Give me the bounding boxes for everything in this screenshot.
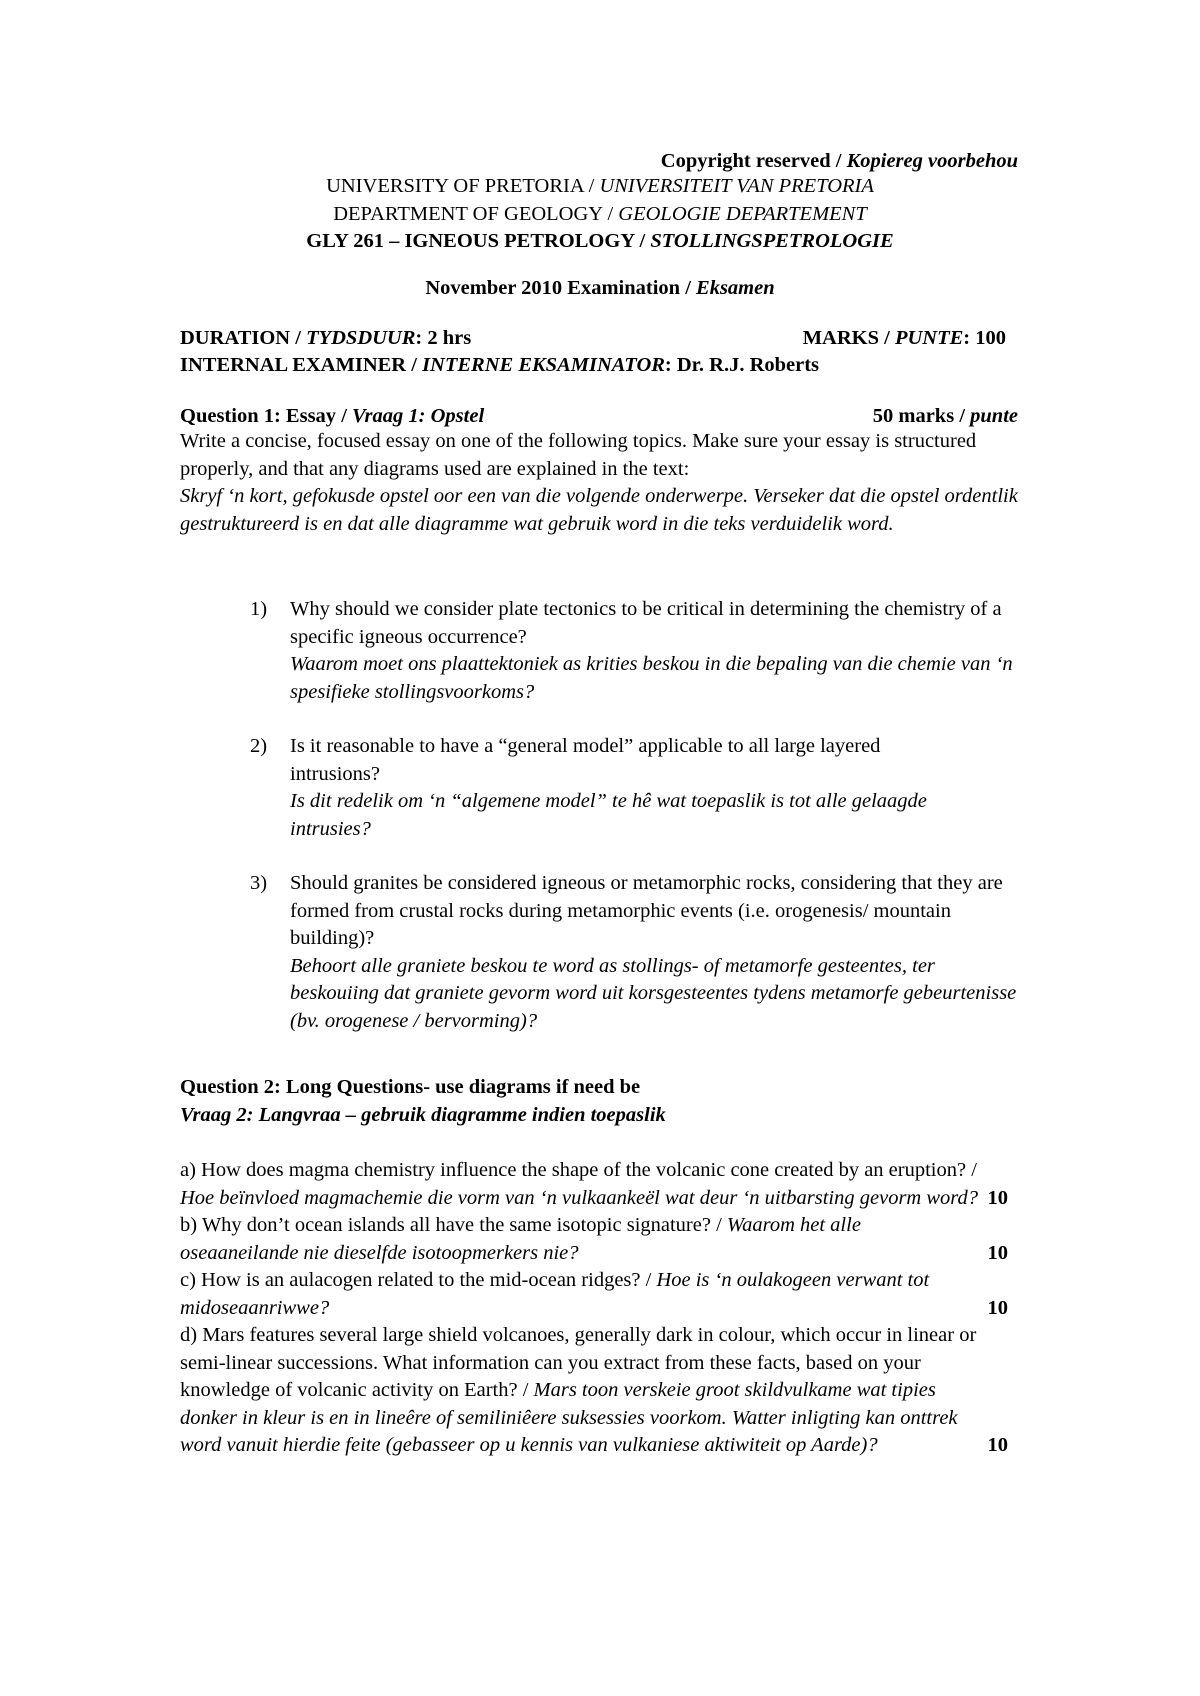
marks-label-en: MARKS: [802, 327, 880, 349]
department-af: GEOLOGIE DEPARTEMENT: [618, 202, 867, 225]
total-marks: MARKS / PUNTE: 100: [802, 327, 1006, 349]
item-af: Waarom het alle oseaaneilande nie dieselfde isotoopmerkers nie?: [180, 1214, 861, 1264]
question2-item: d) Mars features several large shield volcanoes, generally dark in colour, which occur in linear or semi-linear successions. What information can you extract from these facts, based on your knowledge of volcanic activity on Earth? / Mars toon verskeie groot skildvulkame wat tipies donker in kleur is en in lineêre of semiliniêere suksessies voorkom. Watter inligting kan onttrek word vanuit hierdie feite (gebasseer op u kennis van vulkaniese aktiwiteit op Aarde)? 10: [180, 1322, 1020, 1460]
separator: /: [634, 230, 651, 252]
question2-title-en: Question 2: Long Questions- use diagrams if need be: [180, 1076, 641, 1098]
instruction-en: Write a concise, focused essay on one of the following topics. Make sure your essay is structured properly, and that any diagrams used are explained in the text:: [180, 430, 977, 480]
item-marks: 10: [987, 1434, 1008, 1456]
item-marks: 10: [987, 1241, 1008, 1264]
examiner-label-en: INTERNAL EXAMINER: [180, 354, 407, 376]
topic-en: Should granites be considered igneous or metamorphic rocks, considering that they are formed from crustal rocks during metamorphic events (i.e. orogenesis/ mountain building)?: [290, 872, 1003, 949]
essay-topic: [250, 733, 1020, 843]
copyright-notice: [600, 148, 1018, 176]
item-marks: 10: [987, 1186, 1008, 1209]
question2-title-af: Vraag 2: Langvraa – gebruik diagramme indien toepaslik: [180, 1103, 666, 1126]
course-line: [180, 228, 1020, 256]
duration-value: : 2 hrs: [415, 327, 472, 349]
essay-topics-list: [250, 596, 1020, 1062]
item-en: a) How does magma chemistry influence the shape of the volcanic cone created by an eruption?: [180, 1159, 967, 1181]
exam-en: November 2010 Examination: [425, 277, 681, 299]
item-en: b) Why don’t ocean islands all have the same isotopic signature?: [180, 1214, 711, 1236]
question1-title-af: Vraag 1: Opstel: [352, 405, 485, 427]
examiner-value: : Dr. R.J. Roberts: [664, 354, 820, 376]
question1-marks-af: punte: [970, 405, 1018, 427]
item-af: Hoe beïnvloed magmachemie die vorm van ‘n vulkaankeël wat deur ‘n uitbarsting gevorm word?: [180, 1186, 978, 1209]
item-en: d) Mars features several large shield volcanoes, generally dark in colour, which occur in linear or semi-linear successions. What information can you extract from these facts, based on your knowledge of volcanic activity on Earth?: [180, 1324, 977, 1401]
examiner-label-af: INTERNE EKSAMINATOR: [422, 354, 665, 376]
duration-marks-row: [180, 325, 1018, 353]
separator: /: [583, 175, 600, 197]
question1-heading: [180, 403, 1018, 431]
topic-number: 3): [250, 872, 268, 894]
copyright-af: Kopiereg voorbehou: [846, 150, 1018, 172]
marks-label-af: PUNTE: [894, 327, 964, 349]
course-en: GLY 261 – IGNEOUS PETROLOGY: [306, 230, 635, 252]
topic-en: Why should we consider plate tectonics to be critical in determining the chemistry of a specific igneous occurrence?: [290, 598, 1002, 648]
document-header: [180, 173, 1020, 256]
question1-title-en: Question 1: Essay: [180, 405, 337, 427]
question1-title: Question 1: Essay / Vraag 1: Opstel: [180, 405, 485, 427]
exam-af: Eksamen: [696, 277, 775, 299]
item-af: Hoe is ‘n oulakogeen verwant tot midoseaanriwwe?: [180, 1269, 930, 1319]
topic-number: 1): [250, 598, 268, 620]
question1-instructions: [180, 428, 1020, 538]
department-line: [180, 201, 1020, 229]
item-marks: 10: [987, 1296, 1008, 1319]
university-line: [180, 173, 1020, 201]
separator: /: [602, 202, 619, 225]
question2-item: b) Why don’t ocean islands all have the same isotopic signature? / Waarom het alle oseaaneilande nie dieselfde isotoopmerkers nie? 10: [180, 1212, 1020, 1267]
course-af: STOLLINGSPETROLOGIE: [650, 230, 894, 252]
university-en: UNIVERSITY OF PRETORIA: [326, 175, 584, 197]
topic-af: Behoort alle graniete beskou te word as stollings- of metamorfe gesteentes, ter beskouiing dat graniete gevorm word uit korsgesteentes tydens metamorfe gebeurtenisse (bv. orogenese / bervorming)?: [290, 954, 1017, 1032]
copyright-en: Copyright reserved: [660, 150, 831, 172]
question2-item: a) How does magma chemistry influence the shape of the volcanic cone created by an eruption? / Hoe beïnvloed magmachemie die vorm van ‘n vulkaankeël wat deur ‘n uitbarsting gevorm word? 10: [180, 1157, 1020, 1212]
department-en: DEPARTMENT OF GEOLOGY: [333, 202, 603, 225]
question2-heading: [180, 1074, 1020, 1129]
university-af: UNIVERSITEIT VAN PRETORIA: [599, 175, 874, 197]
topic-af: Is dit redelik om ‘n “algemene model” te hê wat toepaslik is tot alle gelaagde intrusies?: [290, 790, 927, 840]
topic-af: Waarom moet ons plaattektoniek as krities beskou in die bepaling van die chemie van ‘n spesifieke stollingsvoorkoms?: [290, 653, 1013, 703]
examiner-row: [180, 352, 1018, 380]
duration: DURATION / TYDSDUUR: 2 hrs: [180, 327, 472, 349]
item-af: Mars toon verskeie groot skildvulkame wat tipies donker in kleur is en in lineêre of semiliniêere suksessies voorkom. Watter inligting kan onttrek word vanuit hierdie feite (gebasseer op u kennis van vulkaniese aktiwiteit op Aarde)?: [180, 1379, 958, 1456]
item-en: c) How is an aulacogen related to the mid-ocean ridges?: [180, 1269, 641, 1291]
separator: /: [830, 150, 847, 172]
topic-number: 2): [250, 735, 268, 757]
question1-marks: 50 marks / punte: [872, 405, 1018, 427]
question2-item: c) How is an aulacogen related to the mid-ocean ridges? / Hoe is ‘n oulakogeen verwant tot midoseaanriwwe? 10: [180, 1267, 1020, 1322]
topic-en: Is it reasonable to have a “general model” applicable to all large layered intrusions?: [290, 735, 881, 785]
duration-label-en: DURATION: [180, 327, 291, 349]
marks-value: : 100: [963, 327, 1006, 349]
essay-topic: [250, 596, 1020, 706]
instruction-af: Skryf ‘n kort, gefokusde opstel oor een van die volgende onderwerpe. Verseker dat die opstel ordentlik gestruktureerd is en dat alle diagramme wat gebruik word in die teks verduidelik word.: [180, 485, 1018, 535]
question2-items: [180, 1157, 1020, 1460]
exam-title: [180, 275, 1020, 303]
duration-label-af: TYDSDUUR: [306, 327, 416, 349]
essay-topic: [250, 870, 1020, 1035]
examiner: INTERNAL EXAMINER / INTERNE EKSAMINATOR: Dr. R.J. Roberts: [180, 354, 820, 376]
separator: /: [680, 277, 697, 299]
question1-marks-value: 50 marks: [872, 405, 955, 427]
